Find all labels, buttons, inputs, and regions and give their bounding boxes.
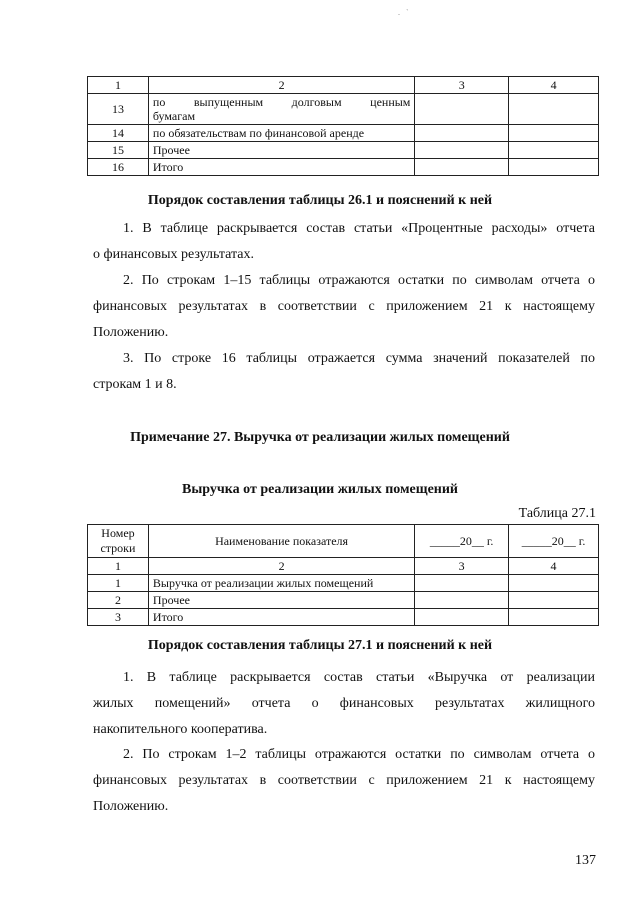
table-27-1-title: Выручка от реализации жилых помещений — [182, 482, 458, 497]
row-number: 3 — [88, 609, 149, 626]
row-number: 13 — [88, 94, 149, 125]
header-line: строки — [100, 541, 136, 555]
row-name: Прочее — [148, 592, 414, 609]
text-line: Положению. — [93, 325, 169, 340]
text-line: финансовых результатах в соответствии с приложением 21 к настоящему — [93, 299, 595, 314]
row-name — [148, 94, 415, 125]
text-line: 1. В таблице раскрывается состав статьи «Выручка от реализации — [123, 670, 595, 685]
header-period-2: _____20__ г. — [509, 525, 599, 558]
value-cell — [415, 94, 509, 125]
row-number: 14 — [88, 125, 149, 142]
text-line: 2. По строкам 1–2 таблицы отражаются остатки по символам отчета о — [123, 747, 595, 762]
row-number: 16 — [88, 159, 149, 176]
value-cell — [509, 575, 599, 592]
row-name-line: по выпущенным долговым ценным — [152, 95, 411, 109]
text-line: накопительного кооператива. — [93, 722, 268, 737]
header-cell: 4 — [509, 77, 599, 94]
header-cell: 3 — [415, 77, 509, 94]
text-line: 3. По строке 16 таблицы отражается сумма значений показателей по — [123, 351, 595, 366]
note-27-heading: Примечание 27. Выручка от реализации жилых помещений — [130, 430, 510, 445]
value-cell — [415, 575, 509, 592]
value-cell — [509, 159, 599, 176]
number-cell: 4 — [509, 558, 599, 575]
paragraph-2 — [93, 268, 595, 346]
number-cell: 1 — [88, 558, 149, 575]
header-row-number — [88, 525, 149, 558]
scan-speck: . ` — [398, 8, 409, 17]
value-cell — [415, 125, 509, 142]
header-period-1: _____20__ г. — [415, 525, 509, 558]
text-line: жилых помещений» отчета о финансовых результатах жилищного — [93, 696, 595, 711]
table-label: Таблица 27.1 — [518, 506, 596, 521]
text-line: Положению. — [93, 799, 169, 814]
header-indicator-name: Наименование показателя — [148, 525, 414, 558]
value-cell — [509, 125, 599, 142]
section-heading-27-1: Порядок составления таблицы 27.1 и пояснений к ней — [147, 638, 493, 653]
header-line: Номер — [101, 526, 135, 540]
paragraph-4 — [93, 665, 595, 743]
table-row — [88, 142, 599, 159]
table-row — [88, 609, 599, 626]
paragraph-5 — [93, 742, 595, 820]
page-number: 137 — [575, 853, 596, 868]
table-27-1 — [87, 524, 599, 626]
table-26-1-continuation — [87, 76, 599, 176]
value-cell — [415, 159, 509, 176]
value-cell — [509, 94, 599, 125]
row-name-line: бумагам — [152, 109, 196, 123]
table-header-row — [88, 77, 599, 94]
row-name: Прочее — [148, 142, 415, 159]
text-line: о финансовых результатах. — [93, 247, 254, 262]
value-cell — [509, 609, 599, 626]
number-cell: 3 — [415, 558, 509, 575]
table-row — [88, 125, 599, 142]
row-name: Выручка от реализации жилых помещений — [148, 575, 414, 592]
header-cell: 1 — [88, 77, 149, 94]
text-line: строкам 1 и 8. — [93, 377, 177, 392]
table-header-row — [88, 525, 599, 558]
section-heading-26-1: Порядок составления таблицы 26.1 и пояснений к ней — [147, 193, 493, 208]
table-row — [88, 159, 599, 176]
paragraph-1 — [93, 216, 595, 268]
row-number: 1 — [88, 575, 149, 592]
paragraph-3 — [93, 346, 595, 398]
value-cell — [509, 142, 599, 159]
table-row — [88, 94, 599, 125]
text-line: 2. По строкам 1–15 таблицы отражаются остатки по символам отчета о — [123, 273, 595, 288]
header-cell: 2 — [148, 77, 415, 94]
table-numbers-row — [88, 558, 599, 575]
value-cell — [415, 142, 509, 159]
row-name: по обязательствам по финансовой аренде — [148, 125, 415, 142]
table-row — [88, 592, 599, 609]
text-line: 1. В таблице раскрывается состав статьи «Процентные расходы» отчета — [123, 221, 595, 236]
table-row — [88, 575, 599, 592]
text-line: финансовых результатах в соответствии с приложением 21 к настоящему — [93, 773, 595, 788]
row-number: 2 — [88, 592, 149, 609]
row-name: Итого — [148, 159, 415, 176]
number-cell: 2 — [148, 558, 414, 575]
value-cell — [415, 609, 509, 626]
row-name: Итого — [148, 609, 414, 626]
value-cell — [509, 592, 599, 609]
row-number: 15 — [88, 142, 149, 159]
value-cell — [415, 592, 509, 609]
